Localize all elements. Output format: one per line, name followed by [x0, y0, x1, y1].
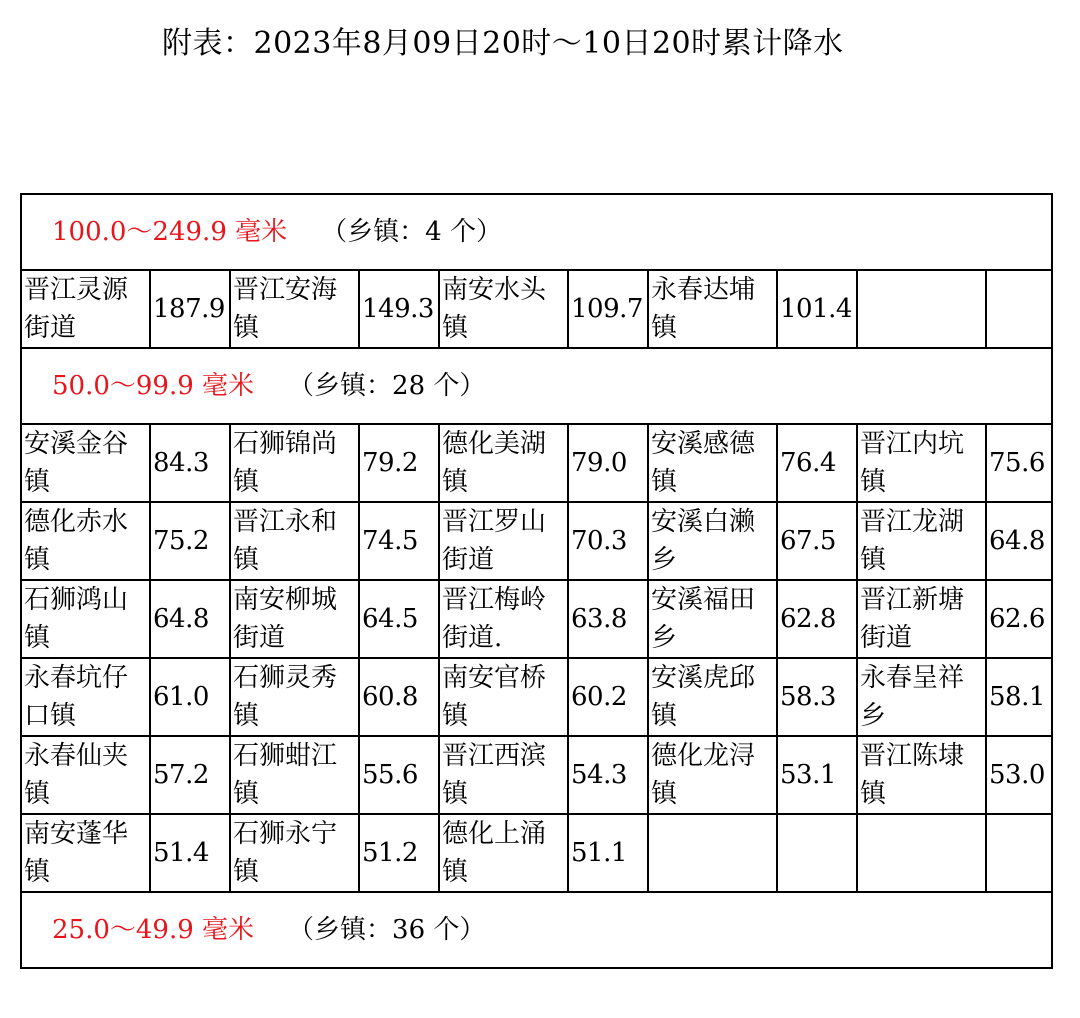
range-label: 50.0～99.9 毫米: [52, 371, 255, 401]
rainfall-value-cell: 84.3: [150, 424, 230, 502]
town-name-cell: 永春坑仔口镇: [21, 658, 150, 736]
town-name-cell: 晋江灵源街道: [21, 270, 150, 348]
town-name-cell: 晋江梅岭街道.: [439, 580, 568, 658]
rainfall-value-cell: 63.8: [568, 580, 648, 658]
town-name-cell: 南安蓬华镇: [21, 814, 150, 892]
town-name-cell: 永春呈祥乡: [857, 658, 986, 736]
rainfall-value-cell: 74.5: [359, 502, 439, 580]
rainfall-value-cell: 55.6: [359, 736, 439, 814]
town-count-label: （乡镇：28 个）: [288, 371, 486, 401]
town-name-cell: 晋江龙湖镇: [857, 502, 986, 580]
rainfall-value-cell: [986, 814, 1052, 892]
rainfall-value-cell: 51.1: [568, 814, 648, 892]
rainfall-value-cell: 58.3: [777, 658, 857, 736]
table-row: [21, 502, 1052, 580]
town-name-cell: 永春仙夹镇: [21, 736, 150, 814]
rainfall-value-cell: 60.8: [359, 658, 439, 736]
rainfall-value-cell: 64.5: [359, 580, 439, 658]
rainfall-table-body: [21, 194, 1052, 968]
town-name-cell: 安溪福田乡: [648, 580, 777, 658]
rainfall-value-cell: [986, 270, 1052, 348]
range-header-row: [21, 892, 1052, 968]
rainfall-value-cell: 76.4: [777, 424, 857, 502]
town-name-cell: 德化赤水镇: [21, 502, 150, 580]
table-row: [21, 814, 1052, 892]
range-header-row: [21, 194, 1052, 270]
town-name-cell: 安溪白濑乡: [648, 502, 777, 580]
rainfall-value-cell: 54.3: [568, 736, 648, 814]
rainfall-value-cell: 109.7: [568, 270, 648, 348]
rainfall-value-cell: 70.3: [568, 502, 648, 580]
town-name-cell: 晋江内坑镇: [857, 424, 986, 502]
rainfall-value-cell: 67.5: [777, 502, 857, 580]
town-name-cell: 永春达埔镇: [648, 270, 777, 348]
town-name-cell: [648, 814, 777, 892]
town-name-cell: 晋江永和镇: [230, 502, 359, 580]
town-name-cell: 德化上涌镇: [439, 814, 568, 892]
town-count-label: （乡镇：4 个）: [321, 217, 502, 247]
rainfall-table: [20, 193, 1053, 969]
rainfall-value-cell: 187.9: [150, 270, 230, 348]
town-name-cell: 石狮灵秀镇: [230, 658, 359, 736]
rainfall-value-cell: 75.2: [150, 502, 230, 580]
rainfall-value-cell: 64.8: [150, 580, 230, 658]
town-name-cell: 南安官桥镇: [439, 658, 568, 736]
range-header-cell: [21, 194, 1052, 270]
town-name-cell: 石狮锦尚镇: [230, 424, 359, 502]
rainfall-value-cell: 149.3: [359, 270, 439, 348]
town-name-cell: 晋江罗山街道: [439, 502, 568, 580]
rainfall-value-cell: 79.0: [568, 424, 648, 502]
rainfall-value-cell: 62.8: [777, 580, 857, 658]
range-label: 100.0～249.9 毫米: [52, 217, 288, 247]
town-name-cell: 晋江新塘街道: [857, 580, 986, 658]
town-name-cell: 晋江西滨镇: [439, 736, 568, 814]
range-header-cell: [21, 892, 1052, 968]
rainfall-value-cell: 57.2: [150, 736, 230, 814]
table-row: [21, 736, 1052, 814]
rainfall-value-cell: 62.6: [986, 580, 1052, 658]
town-name-cell: 德化美湖镇: [439, 424, 568, 502]
rainfall-value-cell: 51.4: [150, 814, 230, 892]
table-row: [21, 270, 1052, 348]
town-name-cell: 安溪金谷镇: [21, 424, 150, 502]
town-name-cell: 石狮永宁镇: [230, 814, 359, 892]
town-name-cell: 石狮蚶江镇: [230, 736, 359, 814]
rainfall-value-cell: 61.0: [150, 658, 230, 736]
range-label: 25.0～49.9 毫米: [52, 915, 255, 945]
town-name-cell: 石狮鸿山镇: [21, 580, 150, 658]
town-name-cell: 安溪感德镇: [648, 424, 777, 502]
rainfall-value-cell: 60.2: [568, 658, 648, 736]
rainfall-value-cell: 101.4: [777, 270, 857, 348]
town-name-cell: 安溪虎邱镇: [648, 658, 777, 736]
rainfall-value-cell: 53.1: [777, 736, 857, 814]
town-name-cell: [857, 814, 986, 892]
range-header-cell: [21, 348, 1052, 424]
range-header-row: [21, 348, 1052, 424]
table-row: [21, 424, 1052, 502]
town-name-cell: 晋江陈埭镇: [857, 736, 986, 814]
rainfall-value-cell: 75.6: [986, 424, 1052, 502]
town-name-cell: [857, 270, 986, 348]
town-name-cell: 德化龙浔镇: [648, 736, 777, 814]
rainfall-value-cell: 64.8: [986, 502, 1052, 580]
table-row: [21, 658, 1052, 736]
rainfall-value-cell: 51.2: [359, 814, 439, 892]
town-name-cell: 晋江安海镇: [230, 270, 359, 348]
town-name-cell: 南安水头镇: [439, 270, 568, 348]
table-row: [21, 580, 1052, 658]
page-title: 附表：2023年8月09日20时～10日20时累计降水: [162, 26, 844, 61]
rainfall-value-cell: [777, 814, 857, 892]
rainfall-value-cell: 58.1: [986, 658, 1052, 736]
town-count-label: （乡镇：36 个）: [288, 915, 486, 945]
rainfall-value-cell: 53.0: [986, 736, 1052, 814]
town-name-cell: 南安柳城街道: [230, 580, 359, 658]
rainfall-value-cell: 79.2: [359, 424, 439, 502]
